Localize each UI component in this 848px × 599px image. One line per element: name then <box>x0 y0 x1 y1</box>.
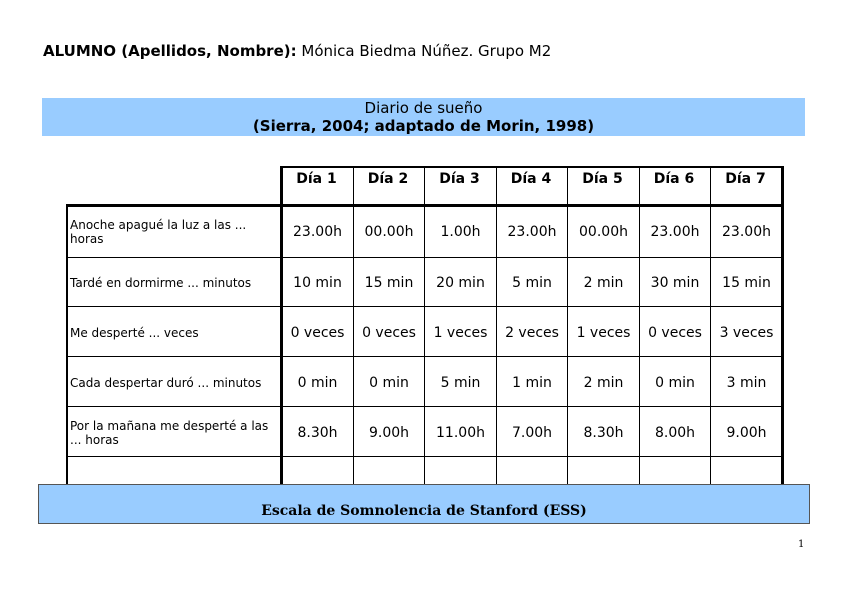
table-cell: 8.00h <box>654 424 696 441</box>
header-top-border <box>281 166 782 168</box>
diary-title-box <box>42 98 805 136</box>
table-cell: 23.00h <box>722 224 771 240</box>
table-cell: 2 veces <box>505 324 559 341</box>
table-cell: 8.30h <box>297 424 338 441</box>
table-cell: 0 veces <box>290 324 345 341</box>
table-cell: 23.00h <box>507 224 557 240</box>
table-cell: 1.00h <box>440 224 481 240</box>
table-cell: 2 min <box>583 374 624 391</box>
table-cell: 2 min <box>583 275 624 291</box>
page-number: 1 <box>798 539 805 550</box>
table-cell: 1 min <box>512 374 552 391</box>
table-cell: 23.00h <box>293 224 342 240</box>
table-cell: 7.00h <box>511 424 553 441</box>
table-cell: 15 min <box>722 275 771 291</box>
row-label: Anoche apagué la luz a las ... horas <box>70 218 247 246</box>
ess-title: Escala de Somnolencia de Stanford (ESS) <box>261 503 587 519</box>
row-label: Cada despertar duró ... minutos <box>70 375 262 390</box>
table-cell: 5 min <box>440 374 481 391</box>
table-cell: 0 veces <box>362 324 416 341</box>
student-line <box>43 42 551 60</box>
row-border <box>66 306 782 307</box>
diary-title: Diario de sueño <box>364 99 483 117</box>
table-cell: 10 min <box>293 275 342 291</box>
table-cell: 9.00h <box>726 424 767 441</box>
row-label: Me desperté ... veces <box>70 325 199 340</box>
table-cell: 00.00h <box>579 224 628 240</box>
table-cell: 0 min <box>297 374 338 391</box>
table-cell: 5 min <box>512 275 552 291</box>
table-cell: 0 veces <box>648 324 702 341</box>
row-border <box>66 257 782 258</box>
row-label: Por la mañana me desperté a las ... horas <box>70 418 269 447</box>
day-header: Día 1 <box>296 171 337 187</box>
day-header: Día 5 <box>582 171 623 187</box>
day-header: Día 7 <box>725 171 766 187</box>
table-cell: 30 min <box>650 275 700 291</box>
ess-title-box <box>38 484 810 524</box>
table-cell: 11.00h <box>436 424 485 441</box>
table-cell: 23.00h <box>650 224 700 240</box>
table-cell: 3 veces <box>719 324 774 341</box>
day-header: Día 2 <box>367 171 409 187</box>
table-cell: 1 veces <box>576 324 631 341</box>
header-left-border <box>280 166 283 204</box>
day-header: Día 4 <box>510 171 552 187</box>
table-cell: 0 min <box>655 374 695 391</box>
day-header: Día 3 <box>439 171 480 187</box>
row-border <box>66 356 782 357</box>
table-cell: 00.00h <box>364 224 414 240</box>
table-cell: 15 min <box>364 275 414 291</box>
student-name: Mónica Biedma Núñez. Grupo M2 <box>301 42 552 60</box>
row-border <box>66 406 782 407</box>
table-cell: 8.30h <box>583 424 624 441</box>
day-header: Día 6 <box>653 171 695 187</box>
table-cell: 1 veces <box>433 324 488 341</box>
table-cell: 20 min <box>436 275 485 291</box>
row-border <box>66 456 782 457</box>
diary-subtitle: (Sierra, 2004; adaptado de Morin, 1998) <box>252 117 595 135</box>
row-label: Tardé en dormirme ... minutos <box>70 276 252 290</box>
table-cell: 3 min <box>726 374 767 391</box>
student-label: ALUMNO (Apellidos, Nombre): <box>43 42 297 60</box>
table-cell: 9.00h <box>368 424 410 441</box>
table-cell: 0 min <box>369 374 409 391</box>
table-left-border <box>66 204 68 484</box>
